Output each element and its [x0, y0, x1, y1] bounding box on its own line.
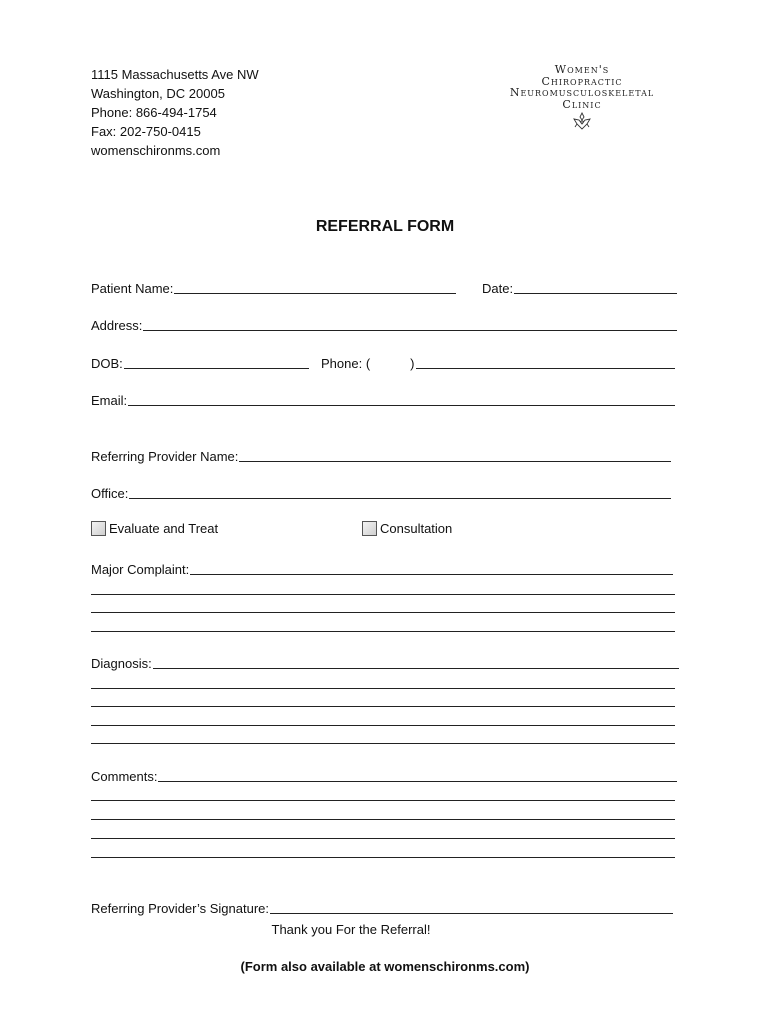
major-complaint-label: Major Complaint:	[91, 562, 190, 577]
diagnosis-line-5[interactable]	[91, 743, 675, 744]
phone-field[interactable]	[321, 353, 675, 371]
logo-line-1: Women's	[554, 63, 610, 76]
consultation-option[interactable]	[362, 521, 452, 536]
evaluate-checkbox[interactable]	[91, 521, 106, 536]
consultation-checkbox[interactable]	[362, 521, 377, 536]
comments-line-3[interactable]	[91, 819, 675, 820]
comments-line-5[interactable]	[91, 857, 675, 858]
address-label: Address:	[91, 318, 143, 333]
patient-name-label: Patient Name:	[91, 281, 174, 296]
dob-field[interactable]	[91, 353, 309, 371]
patient-name-field[interactable]	[91, 278, 456, 296]
fax-text: Fax: 202-750-0415	[91, 124, 201, 139]
comments-line[interactable]	[158, 769, 677, 782]
emblem-icon	[571, 112, 593, 130]
patient-name-line[interactable]	[174, 281, 456, 294]
office-label: Office:	[91, 486, 129, 501]
clinic-logo	[494, 64, 670, 130]
phone-label: Phone: (	[321, 356, 371, 371]
website-text: womenschironms.com	[91, 143, 221, 158]
referring-provider-line[interactable]	[239, 449, 671, 462]
contact-block	[91, 65, 259, 160]
date-label: Date:	[482, 281, 514, 296]
diagnosis-line-3[interactable]	[91, 706, 675, 707]
signature-field[interactable]	[91, 898, 673, 916]
phone-close-paren: )	[410, 356, 415, 371]
evaluate-and-treat-option[interactable]	[91, 521, 218, 536]
office-field[interactable]	[91, 483, 671, 501]
major-complaint-line-3[interactable]	[91, 612, 675, 613]
form-title: REFERRAL FORM	[315, 218, 455, 235]
diagnosis-label: Diagnosis:	[91, 656, 152, 671]
office-line[interactable]	[129, 486, 671, 499]
evaluate-label: Evaluate and Treat	[109, 521, 219, 536]
major-complaint-line-4[interactable]	[91, 631, 675, 632]
address-line[interactable]	[143, 318, 677, 331]
signature-line[interactable]	[270, 901, 673, 914]
logo-line-3: Neuromusculoskeletal	[509, 86, 655, 99]
comments-line-2[interactable]	[91, 800, 675, 801]
thank-you-text: Thank you For the Referral!	[271, 922, 431, 937]
dob-label: DOB:	[91, 356, 123, 371]
email-label: Email:	[91, 393, 128, 408]
dob-line[interactable]	[124, 356, 309, 369]
email-field[interactable]	[91, 390, 675, 408]
diagnosis-line-4[interactable]	[91, 725, 675, 726]
major-complaint-line-2[interactable]	[91, 594, 675, 595]
logo-line-4: Clinic	[562, 97, 602, 111]
address-line-2: Washington, DC 20005	[91, 86, 225, 101]
signature-label: Referring Provider’s Signature:	[91, 901, 269, 916]
address-field[interactable]	[91, 315, 677, 333]
phone-line[interactable]	[416, 356, 676, 369]
date-field[interactable]	[482, 278, 677, 296]
consultation-label: Consultation	[380, 521, 453, 536]
major-complaint-line[interactable]	[190, 562, 673, 575]
referring-provider-field[interactable]	[91, 446, 671, 464]
referring-provider-label: Referring Provider Name:	[91, 449, 239, 464]
email-line[interactable]	[128, 393, 675, 406]
diagnosis-line[interactable]	[153, 656, 679, 669]
comments-line-4[interactable]	[91, 838, 675, 839]
footer-note: (Form also available at womenschironms.com)	[240, 959, 530, 974]
phone-text: Phone: 866-494-1754	[91, 105, 217, 120]
address-line-1: 1115 Massachusetts Ave NW	[91, 67, 259, 82]
date-line[interactable]	[514, 281, 677, 294]
comments-field[interactable]	[91, 766, 677, 784]
major-complaint-field[interactable]	[91, 559, 673, 577]
logo-line-2: Chiropractic	[541, 74, 623, 88]
diagnosis-line-2[interactable]	[91, 688, 675, 689]
comments-label: Comments:	[91, 769, 158, 784]
diagnosis-field[interactable]	[91, 653, 679, 671]
